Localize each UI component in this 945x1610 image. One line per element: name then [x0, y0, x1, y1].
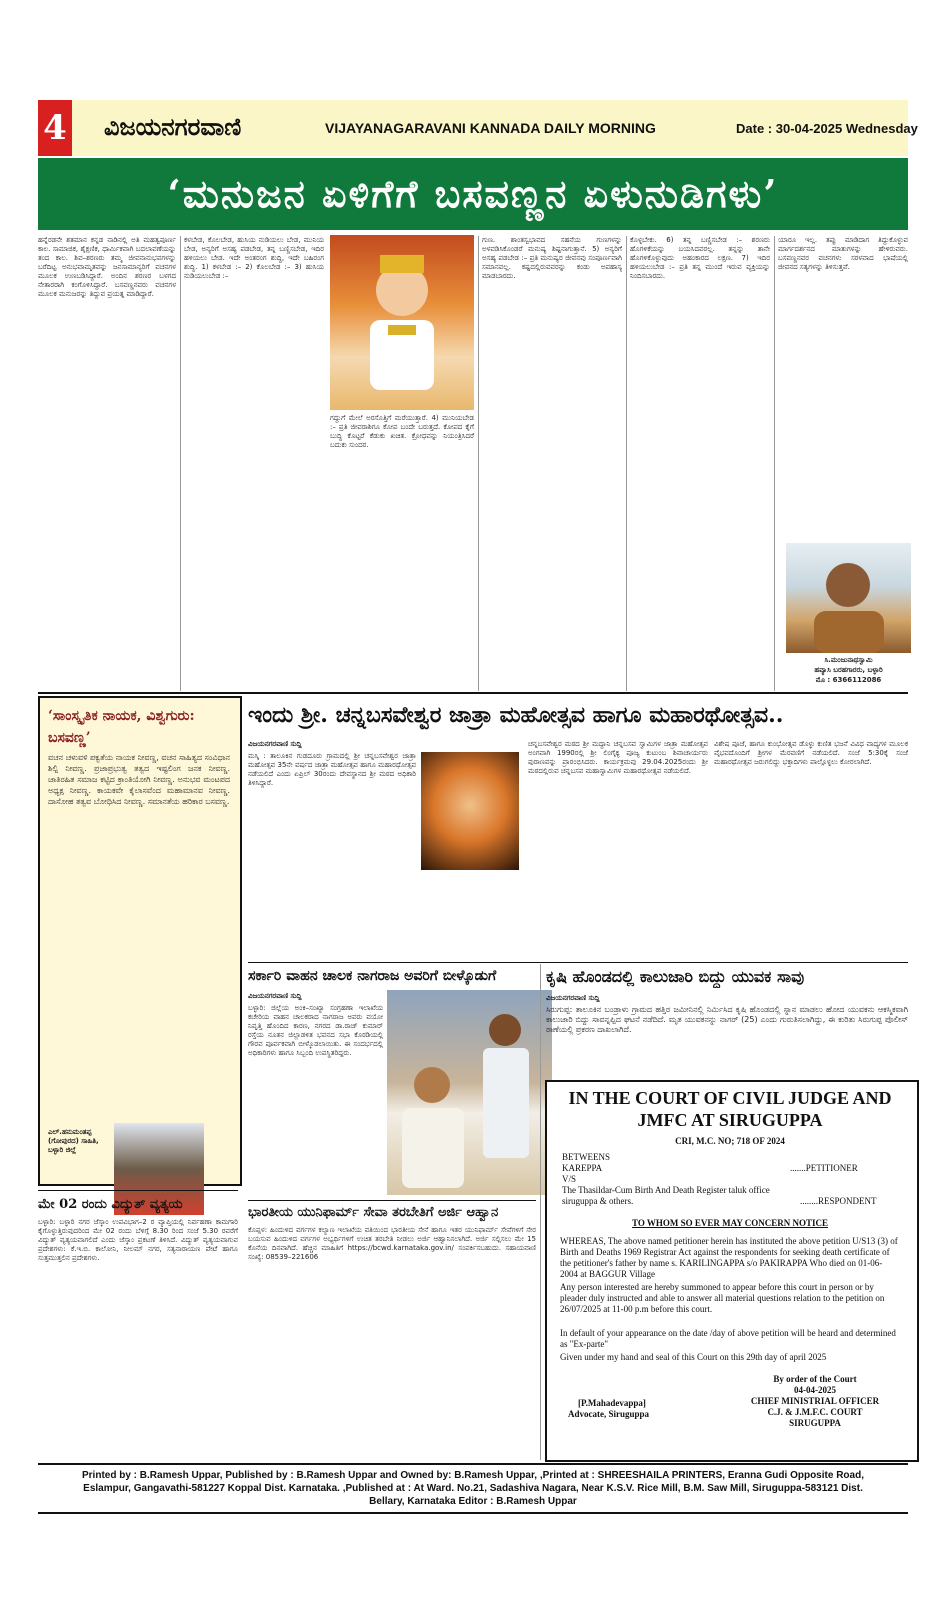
poem-sidebar-text: ವಚನ ಚಳುವಳಿ ಪಕ್ವತೆಯ ನಾಯಕ ನೀವಣ್ಣ, ವಚನ ಸಾಹಿತ್ಯದ ಸಂವಿಧಾನ ಶಿಲ್ಪಿ ನೀವಣ್ಣ. ಪ್ರಜಾಪ್ರಭುತ್ವ ತತ್ವದ ಇಷ್ಟಲಿಂಗ ಜನಕ ನೀವಣ್ಣ. ಜಾತಿರಹಿತ ಸಮಾಜ ಕಟ್ಟಿದ ಕ್ರಾಂತಿಯೋಗಿ ನೀವಣ್ಣ. ಅನುಭವ ಮಂಟಪದ ಅಧ್ಯಕ್ಷ ನೀವಣ್ಣ. ಕಾಯಕವೇ ಕೈಲಾಸವೆಂದ ಮಹಾಮಾನವ ನೀವಣ್ಣ. ದಾಸೋಹ ತತ್ವವ ಬೋಧಿಸಿದ ನೀವಣ್ಣ. ಸಮಾನತೆಯ ಹರಿಕಾರ ಬಸವಣ್ಣ. [48, 753, 230, 806]
court-para-4: Given under my hand and seal of this Court on this 29th day of april 2025 [560, 1352, 827, 1362]
court-para-3: In default of your appearance on the date /day of above petition will be heard and determined as "Ex-parte" [560, 1328, 896, 1349]
main-article-col4: ಗುಣ. ಶಾಂತಸ್ವಭಾವದ ಸಹನೆಯ ಗುಣಗಳನ್ನು ಅಳವಡಿಸಿಕೊಂಡರೆ ಮನುಷ್ಯ ಶಿಷ್ಟನಾಗುತ್ತಾನೆ. 5) ಅನ್ಯರಿಗೆ ಅಸಹ್ಯ ಪಡಬೇಡ :– ಪ್ರತಿ ಮನುಷ್ಯರ ಜೀವನವು ಸಂಪೂರ್ಣವಾಗಿ ಸಮಾನವಲ್ಲ. ಕಷ್ಟದಲ್ಲಿರುವವರನ್ನು ಕಂಡು ಅಪಹಾಸ್ಯ ಮಾಡಬಾರದು. [482, 236, 622, 280]
court-order-line: By order of the Court [773, 1374, 857, 1384]
swami-photo [421, 752, 519, 870]
main-article-col5: ಕೊಳ್ಳಬೇಕು. 6) ತನ್ನ ಬಣ್ಣಿಸಬೇಡ :– ಶರಣರು ಹೊಗಳಿಕೆಯನ್ನು ಬಯಸಿದವರಲ್ಲ. ತನ್ನನ್ನು ತಾನೇ ಹೊಗಳಿಕೊಳ್ಳುವುದು ಅಹಂಕಾರದ ಲಕ್ಷಣ. 7) ಇದಿರ ಹಳಿಯಲುಬೇಡ :– ಪ್ರತಿ ತನ್ನ ಮುಂದೆ ಇರುವ ವ್ಯಕ್ತಿಯನ್ನು ನಿಂದಿಸಬಾರದು. [630, 236, 770, 280]
driver-illustration [387, 990, 552, 1195]
author-photo [786, 543, 911, 653]
column-rule [626, 236, 627, 691]
power-headline: ಮೇ 02 ರಂದು ವಿದ್ಯುತ್ ವ್ಯತ್ಯಯ [38, 1197, 183, 1212]
page-number: 4 [38, 100, 72, 156]
section-divider [38, 1190, 238, 1191]
author-portrait [786, 543, 911, 653]
driver-dateline: ವಿಜಯನಗರವಾಣಿ ಸುದ್ದಿ [248, 992, 302, 1000]
column-rule [540, 964, 541, 1460]
footer-rule-top [38, 1463, 908, 1465]
court-petitioner-label: .......PETITIONER [790, 1163, 858, 1173]
jatra-col2: ಚನ್ನಬಸವೇಶ್ವರ ಮಠದ ಶ್ರೀ ಮದ್ದಾನಿ ಚನ್ನಬಸವ ಸ್ವಾಮಿಗಳ ಜಾತ್ರಾ ಮಹೋತ್ಸವ ಅಂಗವಾಗಿ 1990ರಲ್ಲಿ ಶ್ರೀ ಲಿಂಗೈಕ್ಯ ಪೂಜ್ಯ ಕುಟುಂಬ ಶಿವಾಚಾರ್ಯರು ಪುರಾಣವನ್ನು ಪ್ರಾರಂಭಿಸಿದರು. ಕಾರ್ಯಕ್ರಮವು 29.04.2025ರಂದು ಶ್ರೀ ಮಠದಲ್ಲಿರುವ ಚನ್ನಬಸವ ಮಹಾಸ್ವಾಮಿಗಳ ಮಹಾರಥೋತ್ಸವ ನಡೆಯಲಿದೆ. [528, 740, 708, 775]
basavanna-illustration [330, 235, 474, 410]
footer-line-3: Bellary, Karnataka Editor : B.Ramesh Uppar [369, 1496, 577, 1507]
court-notice-title: IN THE COURT OF CIVIL JUDGE AND JMFC AT SIRUGUPPA [568, 1088, 892, 1130]
column-rule [478, 236, 479, 691]
author-caption-name: ಸಿ.ಮಂಜುನಾಥಸ್ವಾಮಿ [824, 656, 873, 664]
court-officer-3: SIRUGUPPA [789, 1418, 841, 1428]
jatra-headline: ಇಂದು ಶ್ರೀ. ಚನ್ನಬಸವೇಶ್ವರ ಜಾತ್ರಾ ಮಹೋತ್ಸವ ಹಾಗೂ ಮಹಾರಥೋತ್ಸವ.. [248, 702, 784, 728]
court-officer-1: CHIEF MINISTRIAL OFFICER [750, 1396, 880, 1406]
krishi-article-text: ಸಿರುಗುಪ್ಪ: ತಾಲೂಕಿನ ಬಂಡ್ರಾಳು ಗ್ರಾಮದ ಹತ್ತಿರ ಜಮೀನಿನಲ್ಲಿ ನಿರ್ಮಿಸಿದ ಕೃಷಿ ಹೊಂಡದಲ್ಲಿ ಸ್ನಾನ ಮಾಡಲು ಹೋದ ಯುವಕನು ಆಕಸ್ಮಿಕವಾಗಿ ಕಾಲುಜಾರಿ ಬಿದ್ದು ಸಾವನ್ನಪ್ಪಿದ ಘಟನೆ ನಡೆದಿದೆ. ಮೃತ ಯುವಕನನ್ನು ನಾಗರ್ (25) ಎಂದು ಗುರುತಿಸಲಾಗಿದ್ದು, ಈ ಕುರಿತು ಸಿರುಗುಪ್ಪ ಪೊಲೀಸ್ ಠಾಣೆಯಲ್ಲಿ ಪ್ರಕರಣ ದಾಖಲಾಗಿದೆ. [546, 1005, 908, 1034]
masthead-title-english: VIJAYANAGARAVANI KANNADA DAILY MORNING [325, 120, 656, 136]
uniform-headline: ಭಾರತೀಯ ಯುನಿಫಾರ್ಮ್ ಸೇವಾ ತರಬೇತಿಗೆ ಅರ್ಜಿ ಆಹ್ವಾನ [248, 1205, 499, 1220]
court-case-number: CRI, M.C. NO; 718 OF 2024 [675, 1136, 785, 1146]
court-respondent-name: The Thasildar-Cum Birth And Death Register taluk office siruguppa & others. [562, 1185, 770, 1206]
driver-photo [387, 990, 552, 1195]
court-officer-2: C.J. & J.M.F.C. COURT [767, 1407, 863, 1417]
court-para-2: Any person interested are hereby summoned to appear before this court in person or by pleader duly instructed and able to answer all material questions relation to the petition on 26/07/2025 at 11-00 p.m before this court. [560, 1282, 885, 1314]
author-caption-phone: ಮೊ : 6366112086 [815, 676, 882, 684]
jatra-dateline: ವಿಜಯನಗರವಾಣಿ ಸುದ್ದಿ [248, 740, 302, 748]
masthead-title-kannada: ವಿಜಯನಗರವಾಣಿ [104, 112, 242, 141]
column-rule [180, 236, 181, 691]
footer-line-2: Eslampur, Gangavathi-581227 Koppal Dist. Karnataka. ,Published at : At Ward. No.21, Sadashiva Nagara, Near K.S.V. Rice Mill, B.M. Saw Mill, Siruguppa-583121 Dist. [83, 1483, 863, 1494]
krishi-headline: ಕೃಷಿ ಹೊಂಡದಲ್ಲಿ ಕಾಲುಜಾರಿ ಬಿದ್ದು ಯುವಕ ಸಾವು [546, 967, 805, 986]
main-article-col2: ಕಳಬೇಡ, ಕೊಲಬೇಡ, ಹುಸಿಯ ನುಡಿಯಲು ಬೇಡ, ಮುನಿಯ ಬೇಡ, ಅನ್ಯರಿಗೆ ಅಸಹ್ಯ ಪಡಬೇಡ, ತನ್ನ ಬಣ್ಣಿಸಬೇಡ, ಇದಿರ ಹಳಿಯಲು ಬೇಡ. ಇದೇ ಅಂತರಂಗ ಶುದ್ಧಿ, ಇದೇ ಬಹಿರಂಗ ಶುದ್ಧಿ. 1) ಕಳಬೇಡ :– 2) ಕೊಲಬೇಡ :– 3) ಹುಸಿಯ ನುಡಿಯಲುಬೇಡ :– [184, 236, 324, 280]
author-caption-role: ಹವ್ಯಾಸಿ ಬರಹಗಾರರು, ಬಳ್ಳಾರಿ [814, 666, 883, 674]
court-advocate-name: [P.Mahadevappa] [578, 1398, 646, 1408]
court-betweens: BETWEENS [562, 1152, 610, 1162]
driver-article-text: ಬಳ್ಳಾರಿ: ಜಿಲ್ಲೆಯ ಅಂಕಿ–ಸಂಖ್ಯಾ ಸಂಗ್ರಹಣಾ ಇಲಾಖೆಯ ಕಚೇರಿಯ ವಾಹನ ಚಾಲಕರಾದ ನಾಗರಾಜ ಅವರು ವಯೋ ನಿವೃತ್ತಿ ಹೊಂದಿದ ಕಾರಣ, ನಗರದ ಡಾ.ರಾಜ್ ಕುಮಾರ್ ರಸ್ತೆಯ ನೂತನ ಜಿಲ್ಲಾಡಳಿತ ಭವನದ ಸಭಾ ಕೊಠಡಿಯಲ್ಲಿ ಗೌರವ ಪೂರ್ವಕವಾಗಿ ಬೀಳ್ಕೊಡಲಾಯಿತು. ಈ ಸಂದರ್ಭದಲ್ಲಿ ಅಧಿಕಾರಿಗಳು ಹಾಗೂ ಸಿಬ್ಬಂದಿ ಉಪಸ್ಥಿತರಿದ್ದರು. [248, 1004, 383, 1057]
court-para-1: WHEREAS, The above named petitioner herein has instituted the above petition U/S13 (3) of Birth and Deaths 1969 Registrar Act against the respondents for seeking death certificate of the petitioner's father by name s. KARILINGAPPA s/o PAKIRAPPA Who died on 01-06- 2004 at BAGGUR Village [560, 1236, 898, 1279]
driver-headline: ಸರ್ಕಾರಿ ವಾಹನ ಚಾಲಕ ನಾಗರಾಜ ಅವರಿಗೆ ಬೀಳ್ಕೊಡುಗೆ [248, 968, 497, 984]
section-divider [38, 692, 908, 694]
footer-rule-bottom [38, 1512, 908, 1514]
court-order-date: 04-04-2025 [794, 1385, 836, 1395]
section-divider [248, 962, 908, 963]
section-divider [248, 1200, 536, 1201]
main-article-col3: ಗದ್ದುಗೆ ಮೇಲೆ ಅರಸೊತ್ತಿಗೆ ಮರೆಯುತ್ತಾರೆ. 4) ಮುನಿಯಬೇಡ :– ಪ್ರತಿ ಜೀವರಾಶಿಗೂ ಕೋಪ ಬಂದೇ ಬರುತ್ತದೆ. ಕೋಪದ ಕೈಗೆ ಬುದ್ಧಿ ಕೊಟ್ಟರೆ ಕೆಡುಕು ಖಚಿತ. ಕ್ರೋಧವನ್ನು ನಿಯಂತ್ರಿಸಿದರೆ ಬದುಕು ಸುಂದರ. [330, 414, 474, 449]
banner-headline: ‘ಮನುಜನ ಏಳಿಗೆಗೆ ಬಸವಣ್ಣನ ಏಳುನುಡಿಗಳು’ [167, 171, 779, 216]
basavanna-image [330, 235, 474, 410]
uniform-article-text: ಕೊಪ್ಪಳ: ಹಿಂದುಳಿದ ವರ್ಗಗಳ ಕಲ್ಯಾಣ ಇಲಾಖೆಯ ವತಿಯಿಂದ ಭಾರತೀಯ ಸೇನೆ ಹಾಗೂ ಇತರ ಯುನಿಫಾರ್ಮ್ ಸೇವೆಗಳಿಗೆ ಸೇರ ಬಯಸುವ ಹಿಂದುಳಿದ ವರ್ಗಗಳ ಅಭ್ಯರ್ಥಿಗಳಿಗೆ ಉಚಿತ ತರಬೇತಿ ನೀಡಲು ಅರ್ಜಿ ಆಹ್ವಾನಿಸಲಾಗಿದೆ. ಅರ್ಜಿ ಸಲ್ಲಿಸಲು ಮೇ 15 ಕೊನೆಯ ದಿನವಾಗಿದೆ. ಹೆಚ್ಚಿನ ಮಾಹಿತಿಗೆ https://bcwd.karnataka.gov.in/ ಸಂಪರ್ಕಿಸಬಹುದು. ಸಹಾಯವಾಣಿ ಸಂಖ್ಯೆ: 08539–221606 [248, 1226, 536, 1261]
masthead-date: Date : 30-04-2025 Wednesday [736, 121, 918, 136]
column-rule [774, 236, 775, 691]
power-article-text: ಬಳ್ಳಾರಿ: ಬಳ್ಳಾರಿ ನಗರ ಜೆಸ್ಕಾಂ ಉಪವಿಭಾಗ–2 ರ ವ್ಯಾಪ್ತಿಯಲ್ಲಿ ನಿರ್ವಹಣಾ ಕಾಮಗಾರಿ ಕೈಗೊಳ್ಳುತ್ತಿರುವುದರಿಂದ ಮೇ 02 ರಂದು ಬೆಳಿಗ್ಗೆ 8.30 ರಿಂದ ಸಂಜೆ 5.30 ರವರೆಗೆ ವಿದ್ಯುತ್ ವ್ಯತ್ಯಯವಾಗಲಿದೆ ಎಂದು ಜೆಸ್ಕಾಂ ಪ್ರಕಟಣೆ ತಿಳಿಸಿದೆ. ವಿದ್ಯುತ್ ವ್ಯತ್ಯಯವಾಗುವ ಪ್ರದೇಶಗಳು: ಕೆ.ಇ.ಬಿ. ಕಾಲೋನಿ, ನೀಲಮ್ ನಗರ, ಸತ್ಯನಾರಾಯಣ ಪೇಟೆ ಹಾಗೂ ಸುತ್ತಮುತ್ತಲಿನ ಪ್ರದೇಶಗಳು. [38, 1218, 238, 1262]
krishi-dateline: ವಿಜಯನಗರವಾಣಿ ಸುದ್ದಿ [546, 994, 600, 1002]
poem-sidebar-title: ‘ಸಾಂಸ್ಕೃತಿಕ ನಾಯಕ, ವಿಶ್ವಗುರು: ಬಸವಣ್ಣ’ [48, 708, 195, 746]
court-vs: V/S [562, 1174, 577, 1184]
poem-sidebar-author: ಎಲ್.ಹನುಮಂತಪ್ಪ (ಗೋಪುರದ) ಸಾಹಿತಿ, ಬಳ್ಳಾರಿ ಜಿಲ್ಲೆ [48, 1128, 99, 1154]
main-article-col6: ಯಾರೂ ಇಲ್ಲ. ತಪ್ಪು ಮಾಡಿದಾಗ ತಿದ್ದುಕೊಳ್ಳುವ ಮಾರ್ಗದರ್ಶನದ ಮಾತುಗಳನ್ನು ಹೇಳಿರುವರು. ಬಸವಣ್ಣನವರ ವಚನಗಳು ಸರಳವಾದ ಭಾಷೆಯಲ್ಲಿ ಜೀವನದ ಸತ್ಯಗಳನ್ನು ತಿಳಿಸುತ್ತವೆ. [778, 236, 908, 271]
footer-imprint [38, 1469, 908, 1508]
court-petitioner-name: KAREPPA [562, 1163, 603, 1173]
jatra-col1: ಮಸ್ಕಿ : ತಾಲೂಕಿನ ಗುಡದೂರು ಗ್ರಾಮದಲ್ಲಿ ಶ್ರೀ ಚನ್ನಬಸವೇಶ್ವರ ಜಾತ್ರಾ ಮಹೋತ್ಸವ 35ನೇ ವರ್ಷದ ಜಾತ್ರಾ ಮಹೋತ್ಸವ ಹಾಗೂ ಮಹಾರಥೋತ್ಸವ ನಡೆಯಲಿದೆ ಎಂದು ಏಪ್ರಿಲ್ 30ರಂದು ದೇವಸ್ಥಾನದ ಶ್ರೀ ಮಠದ ಅಧಿಕಾರಿ ತಿಳಿಸಿದ್ದಾರೆ. [248, 752, 416, 787]
court-respondent-label: ........RESPONDENT [800, 1196, 877, 1206]
main-article-col1: ಹನ್ನೆರಡನೇ ಶತಮಾನ ಕನ್ನಡ ನಾಡಿನಲ್ಲಿ ಅತಿ ಮಹತ್ವಪೂರ್ಣ ಕಾಲ. ಸಾಮಾಜಿಕ, ಶೈಕ್ಷಣಿಕ, ಧಾರ್ಮಿಕವಾಗಿ ಬದಲಾವಣೆಯನ್ನು ತಂದ ಕಾಲ. ಶಿವ–ಶರಣರು ತಮ್ಮ ಜೀವನಾನುಭವಗಳನ್ನು ಬರೆದಿಟ್ಟ ಅನುಭವಾಮೃತವನ್ನು ಜನಸಾಮಾನ್ಯರಿಗೆ ವಚನಗಳ ಮೂಲಕ ಉಣಬಡಿಸಿದ್ದಾರೆ. ಅಂದಿನ ಶರಣರ ಬಳಗದ ನೇತಾರರಾಗಿ ಕಂಗೊಳಿಸಿದ್ದಾರೆ. ಬಸವಣ್ಣನವರು ವಚನಗಳ ಮೂಲಕ ಮನುಜರನ್ನು ತಿದ್ದುವ ಪ್ರಯತ್ನ ಮಾಡಿದ್ದಾರೆ. [38, 236, 176, 298]
court-notice-heading: TO WHOM SO EVER MAY CONCERN NOTICE [631, 1218, 829, 1228]
court-advocate-place: Advocate, Siruguppa [568, 1409, 650, 1419]
footer-line-1: Printed by : B.Ramesh Uppar, Published by : B.Ramesh Uppar and Owned by: B.Ramesh Uppar, ,Printed at : SHREESHAILA PRINTERS, Eranna Gudi Opposite Road, [82, 1470, 864, 1481]
jatra-col3: ವಿಶೇಷ ಪೂಜೆ, ಹಾಗೂ ಕುಂಭೋತ್ಸವ ಡೊಳ್ಳು ಕುಣಿತ ಭಜನೆ ವಿವಿಧ ವಾದ್ಯಗಳ ಮೂಲಕ ವೈಭವದೊಂದಿಗೆ ಶ್ರೀಗಳ ಮೆರವಣಿಗೆ ನಡೆಯಲಿದೆ. ಸಂಜೆ 5:30ಕ್ಕೆ ಸಂಜೆ ಮಹಾರಥೋತ್ಸವ ಜರುಗಲಿದ್ದು ಭಕ್ತಾದಿಗಳು ಪಾಲ್ಗೊಳ್ಳಲು ಕೋರಲಾಗಿದೆ. [714, 740, 908, 766]
